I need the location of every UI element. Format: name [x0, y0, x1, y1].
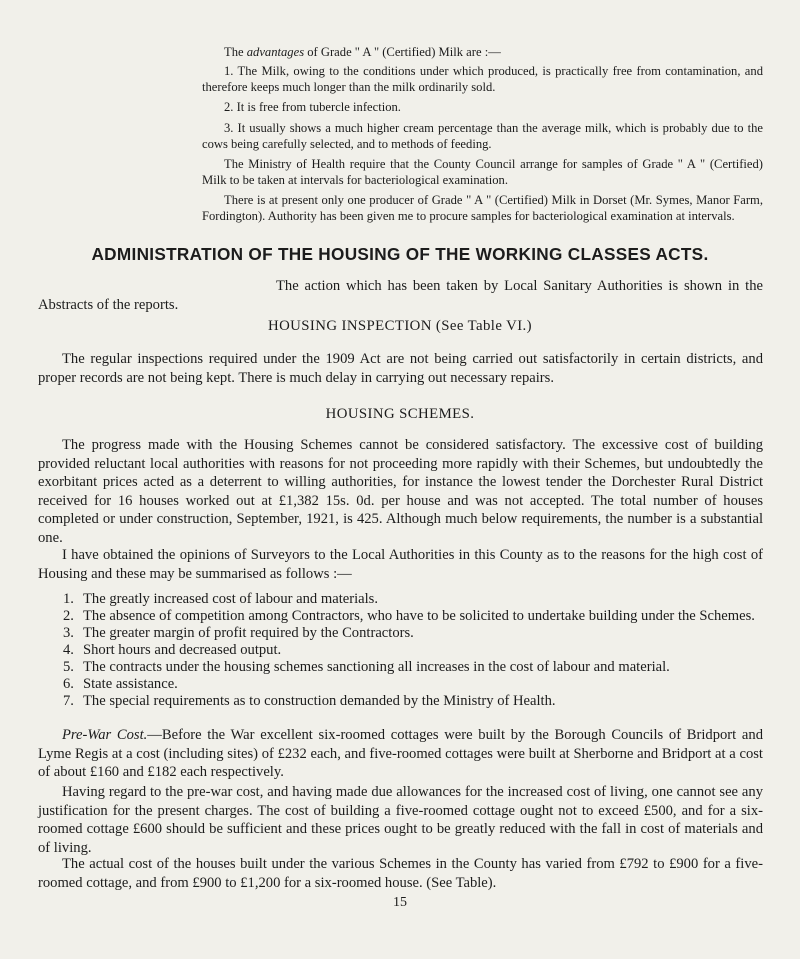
- section-intro: The action which has been taken by Local Sanitary Authorities is shown in the Abstracts of the reports.: [38, 278, 763, 313]
- list-item: 1. The greatly increased cost of labour and materials.: [63, 591, 378, 607]
- list-item: 4. Short hours and decreased output.: [63, 642, 282, 658]
- section-heading: ADMINISTRATION OF THE HOUSING OF THE WORKING CLASSES ACTS.: [91, 244, 709, 264]
- list-item: 2. The absence of competition among Contractors, who have to be solicited to undertake building under the Schemes.: [63, 608, 755, 624]
- list-item: 7. The special requirements as to construction demanded by the Ministry of Health.: [63, 693, 556, 709]
- list-item: 3. The greater margin of profit required by the Contractors.: [63, 625, 414, 641]
- milk-intro: The advantages of Grade " A " (Certified) Milk are :—: [224, 45, 501, 59]
- milk-point-1: 1. The Milk, owing to the conditions under which produced, is practically free from contamination, and therefore keeps much longer than the milk ordinarily sold.: [202, 64, 763, 94]
- actual-text: The actual cost of the houses built under the various Schemes in the County has varied from £792 to £900 for a five-roomed cottage, and from £900 to £1,200 for a six-roomed house. (See Table).: [38, 856, 763, 891]
- surveyors-block: [38, 546, 763, 583]
- inspection-text: The regular inspections required under the 1909 Act are not being carried out satisfactorily in certain districts, and proper records are not being kept. There is much delay in carrying out necessary repairs.: [38, 351, 763, 386]
- list-item: 5. The contracts under the housing schemes sanctioning all increases in the cost of labour and material.: [63, 659, 670, 675]
- milk-point-3: 3. It usually shows a much higher cream percentage than the average milk, which is probably due to the cows being carefully selected, and to methods of feeding.: [202, 121, 763, 151]
- regard-text: Having regard to the pre-war cost, and having made due allowances for the increased cost of living, one cannot see any justification for the present charges. The cost of building a five-roomed cottage ought not to exceed £500, and for a six-roomed cottage £600 should be sufficient and these prices ought to be greatly reduced with the fall in cost of materials and of living.: [38, 784, 763, 856]
- inspection-block: [38, 350, 763, 387]
- regard-block: [38, 783, 763, 857]
- section-intro-block: [38, 277, 763, 314]
- milk-producer: There is at present only one producer of Grade " A " (Certified) Milk in Dorset (Mr. Symes, Manor Farm, Fordington). Authority has been given me to procure samples for bacteriological examination at intervals.: [202, 193, 763, 223]
- page-number: 15: [393, 895, 407, 910]
- prewar-label: Pre-War Cost.: [62, 727, 148, 743]
- milk-section: [224, 44, 763, 60]
- actual-block: [38, 855, 763, 892]
- prewar-block: [38, 726, 763, 782]
- prewar-text: Pre-War Cost.—Before the War excellent six-roomed cottages were built by the Borough Councils of Bridport and Lyme Regis at a cost (including sites) of £232 each, and five-roomed cottages were built at Sherborne and Bridport at a cost of about £160 and £182 each respectively.: [38, 727, 763, 780]
- schemes-heading: HOUSING SCHEMES.: [325, 406, 475, 422]
- list-item: 6. State assistance.: [63, 676, 178, 692]
- milk-ministry: The Ministry of Health require that the County Council arrange for samples of Grade " A " (Certified) Milk to be taken at intervals for bacteriological examination.: [202, 157, 763, 187]
- inspection-heading: HOUSING INSPECTION (See Table VI.): [268, 318, 532, 334]
- schemes-text: The progress made with the Housing Schemes cannot be considered satisfactory. The excessive cost of building provided reluctant local authorities with reasons for not proceeding more rapidly with their Schemes, but undoubtedly the exorbitant prices acted as a deterrent to willing authorities, for instance the lowest tender the Dorchester Rural District received for 16 houses worked out at £1,382 15s. 0d. per house and was not accepted. The total number of houses completed or under construction, September, 1921, is 425. Although much below requirements, the number is a substantial one.: [38, 437, 763, 546]
- milk-point-2: 2. It is free from tubercle infection.: [224, 100, 401, 114]
- schemes-block: [38, 436, 763, 547]
- surveyors-text: I have obtained the opinions of Surveyors to the Local Authorities in this County as to the reasons for the high cost of Housing and these may be summarised as follows :—: [38, 547, 763, 582]
- reasons-list: [63, 591, 763, 710]
- reasons-list-block: [63, 591, 763, 710]
- milk-points: [202, 63, 763, 224]
